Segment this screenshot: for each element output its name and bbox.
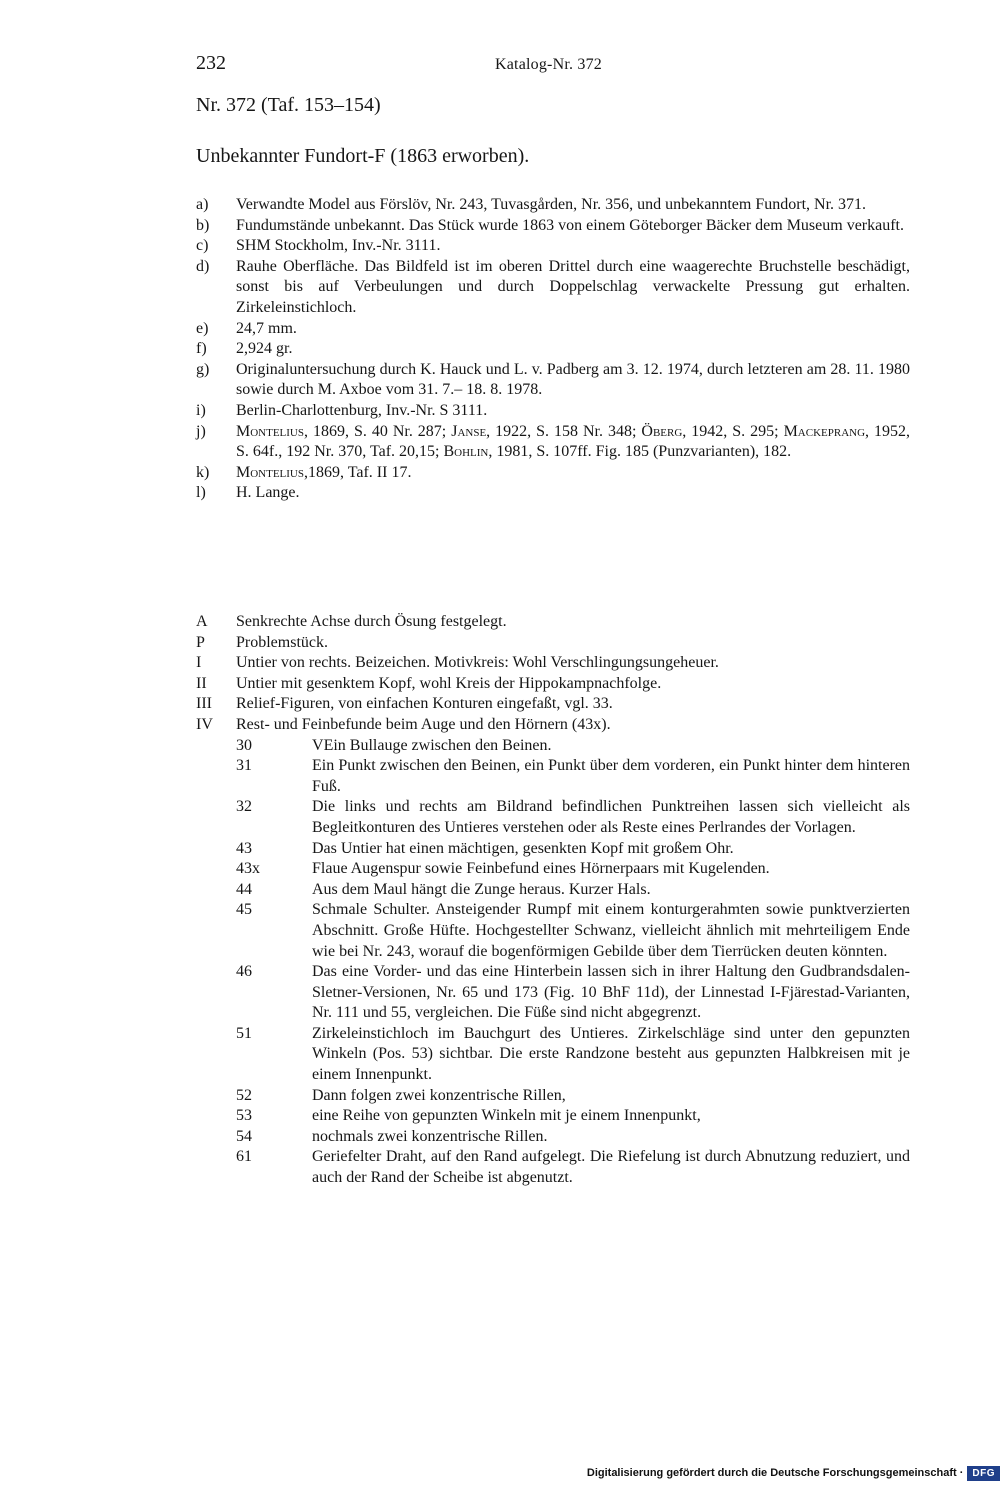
dfg-logo: DFG [967, 1466, 1000, 1481]
position-entry [196, 1086, 910, 1107]
position-number: 51 [236, 1024, 252, 1042]
position-text: Zirkeleinstichloch im Bauchgurt des Untieres. Zirkelschläge sind unter den gepunzten Winkeln (Pos. 53) sichtbar. Die erste Randzone besteht aus gepunzten Halbkreisen mit je einem Innenpunkt. [312, 1024, 910, 1084]
position-number: 31 [236, 757, 252, 775]
position-number: 52 [236, 1086, 252, 1104]
position-text: Dann folgen zwei konzentrische Rillen, [312, 1086, 566, 1104]
item-label: c) [196, 237, 209, 255]
position-text: nochmals zwei konzentrische Rillen. [312, 1127, 548, 1145]
code-item [196, 612, 910, 633]
text-segment: Berlin-Charlottenburg, Inv.-Nr. S 3111. [236, 401, 488, 419]
position-text: Geriefelter Draht, auf den Rand aufgelegt. Die Riefelung ist durch Abnutzung reduziert, und auch der Rand der Scheibe ist abgenutzt. [312, 1148, 910, 1187]
text-segment: , 1922, S. 158 Nr. 348; [486, 422, 642, 440]
catalog-item [196, 195, 910, 216]
code-label: V [312, 736, 324, 754]
position-number: 61 [236, 1148, 252, 1166]
position-entry [196, 1147, 910, 1188]
text-segment: , 1869, S. 40 Nr. 287; [304, 422, 452, 440]
text-segment: 2,924 gr. [236, 340, 293, 358]
item-text [236, 320, 297, 337]
position-entry [196, 1106, 910, 1127]
code-item [196, 674, 910, 695]
position-entry [196, 736, 910, 757]
catalog-item [196, 339, 910, 360]
position-text: Ein Bullauge zwischen den Beinen. [323, 736, 552, 754]
position-text: Das Untier hat einen mächtigen, gesenkten Kopf mit großem Ohr. [312, 839, 734, 857]
catalog-item [196, 216, 910, 237]
position-entry [196, 839, 910, 860]
code-text: Untier mit gesenktem Kopf, wohl Kreis der Hippokampnachfolge. [236, 674, 662, 692]
item-label: b) [196, 216, 210, 234]
position-entry [196, 756, 910, 797]
position-entry [196, 962, 910, 1024]
footer-text: Digitalisierung gefördert durch die Deutsche Forschungsgemeinschaft · [586, 1467, 964, 1479]
code-text: Untier von rechts. Beizeichen. Motivkreis: Wohl Verschlingungsungeheuer. [236, 654, 719, 672]
text-segment: H. Lange. [236, 484, 300, 502]
page-number: 232 [196, 52, 226, 74]
code-label: A [196, 613, 208, 630]
author-name: Bohlin [443, 443, 489, 461]
position-text: Flaue Augenspur sowie Feinbefund eines Hörnerpaars mit Kugelenden. [312, 860, 770, 878]
item-text [236, 484, 300, 501]
catalog-item [196, 422, 910, 463]
item-text [236, 237, 440, 254]
text-segment: 24,7 mm. [236, 319, 297, 337]
position-text: Die links und rechts am Bildrand befindlichen Punktreihen lassen sich vielleicht als Begleitkonturen des Untieres verstehen oder als Reste eines Perlrandes der Vorlagen. [312, 798, 910, 836]
item-text [236, 423, 910, 461]
author-name: Mackeprang [783, 422, 866, 440]
catalog-item [196, 319, 910, 340]
item-label: d) [196, 257, 210, 275]
item-text [236, 196, 866, 213]
item-label: j) [196, 422, 206, 440]
position-entry [196, 880, 910, 901]
item-label: l) [196, 484, 206, 502]
code-label: I [196, 654, 202, 672]
position-text: eine Reihe von gepunzten Winkeln mit je einem Innenpunkt, [312, 1107, 701, 1125]
item-text [236, 217, 904, 234]
catalog-item [196, 463, 910, 484]
code-item [196, 633, 910, 654]
catalog-item [196, 360, 910, 401]
author-name: Montelius [236, 463, 304, 481]
findspot-heading: Unbekannter Fundort-F (1863 erworben). [196, 145, 530, 167]
digitization-footer [587, 1463, 1000, 1483]
author-name: Öberg [641, 422, 683, 440]
code-text: Rest- und Feinbefunde beim Auge und den Hörnern (43x). [236, 715, 611, 733]
text-segment: , 1981, S. 107ff. Fig. 185 (Punzvarianten), 182. [488, 443, 792, 461]
position-number: 45 [236, 901, 252, 919]
item-text [236, 361, 910, 399]
text-segment: Originaluntersuchung durch K. Hauck und L. v. Padberg am 3. 12. 1974, durch letzteren am 28. 11. 1980 sowie durch M. Axboe vom 31. 7.– 18. 8. 1978. [236, 360, 910, 399]
position-number: 44 [236, 880, 252, 898]
code-label: III [196, 695, 212, 713]
item-label: g) [196, 360, 210, 378]
code-item [196, 653, 910, 674]
position-number: 30 [236, 736, 252, 754]
item-text [236, 464, 411, 481]
text-segment: Verwandte Model aus Förslöv, Nr. 243, Tuvasgården, Nr. 356, und unbekanntem Fundort, Nr. 371. [236, 196, 867, 213]
author-name: Janse [451, 422, 487, 440]
position-entry [196, 900, 910, 962]
item-label: i) [196, 401, 206, 419]
position-entry [196, 1127, 910, 1148]
item-text [236, 340, 292, 357]
item-label: k) [196, 463, 210, 481]
position-number: 46 [236, 963, 252, 981]
catalog-item [196, 257, 910, 319]
position-entry [196, 1024, 910, 1086]
item-label: e) [196, 319, 209, 337]
code-label: II [196, 674, 207, 692]
item-label: f) [196, 340, 207, 358]
text-segment: Fundumstände unbekannt. Das Stück wurde 1863 von einem Göteborger Bäcker dem Museum verkauft. [236, 216, 904, 234]
code-item [196, 694, 910, 715]
text-segment: , 1952, S. 64f., 192 Nr. 370, Taf. 20,15; [236, 422, 911, 461]
position-number: 54 [236, 1127, 252, 1145]
position-number: 32 [236, 798, 252, 816]
code-label: P [196, 633, 205, 651]
item-text [236, 402, 487, 419]
running-head: Katalog-Nr. 372 [495, 56, 602, 73]
position-entry [196, 859, 910, 880]
code-list [196, 612, 910, 1189]
author-name: Montelius [236, 422, 304, 440]
position-text: Schmale Schulter. Ansteigender Rumpf mit einem konturgerahmten sowie punktverzierten Abschnitt. Große Hüfte. Hochgestellter Schwanz, vielleicht ähnlich mit mehrteiligem Ende wie bei Nr. 243, worauf die bogenförmigen Gebilde über dem Tierrücken deuten könnten. [312, 901, 910, 960]
position-number: 43x [236, 860, 260, 878]
item-text [236, 258, 910, 316]
text-segment: SHM Stockholm, Inv.-Nr. 3111. [236, 237, 441, 255]
position-text: Aus dem Maul hängt die Zunge heraus. Kurzer Hals. [312, 880, 651, 898]
position-number: 53 [236, 1107, 252, 1125]
text-segment: , 1942, S. 295; [682, 422, 784, 440]
code-text: Problemstück. [236, 633, 328, 651]
catalog-item [196, 236, 910, 257]
code-label: IV [196, 715, 213, 733]
code-text: Senkrechte Achse durch Ösung festgelegt. [236, 613, 507, 630]
item-label: a) [196, 196, 209, 213]
catalog-item [196, 483, 910, 504]
catalog-item-list [196, 195, 910, 504]
catalog-item [196, 401, 910, 422]
code-item [196, 715, 910, 736]
text-segment: ,1869, Taf. II 17. [304, 463, 412, 481]
code-text: Relief-Figuren, von einfachen Konturen eingefaßt, vgl. 33. [236, 695, 613, 713]
position-text: Ein Punkt zwischen den Beinen, ein Punkt über dem vorderen, ein Punkt hinter dem hinteren Fuß. [312, 757, 910, 795]
position-number: 43 [236, 839, 252, 857]
position-entry [196, 797, 910, 838]
entry-title: Nr. 372 (Taf. 153–154) [196, 94, 381, 116]
text-segment: Rauhe Oberfläche. Das Bildfeld ist im oberen Drittel durch eine waagerechte Bruchstelle beschädigt, sonst bis auf Verbeulungen und durch Doppelschlag verwackelte Pressung gut erhalten. Zirkeleinstichloch. [236, 257, 910, 316]
position-text: Das eine Vorder- und das eine Hinterbein lassen sich in ihrer Haltung den Gudbrandsdalen-Sletner-Versionen, Nr. 65 und 173 (Fig. 10 BhF 11d), der Linnestad I-Fjärestad-Varianten, Nr. 111 und 55, vergleichen. Die Füße sind nicht abgegrenzt. [312, 963, 910, 1022]
